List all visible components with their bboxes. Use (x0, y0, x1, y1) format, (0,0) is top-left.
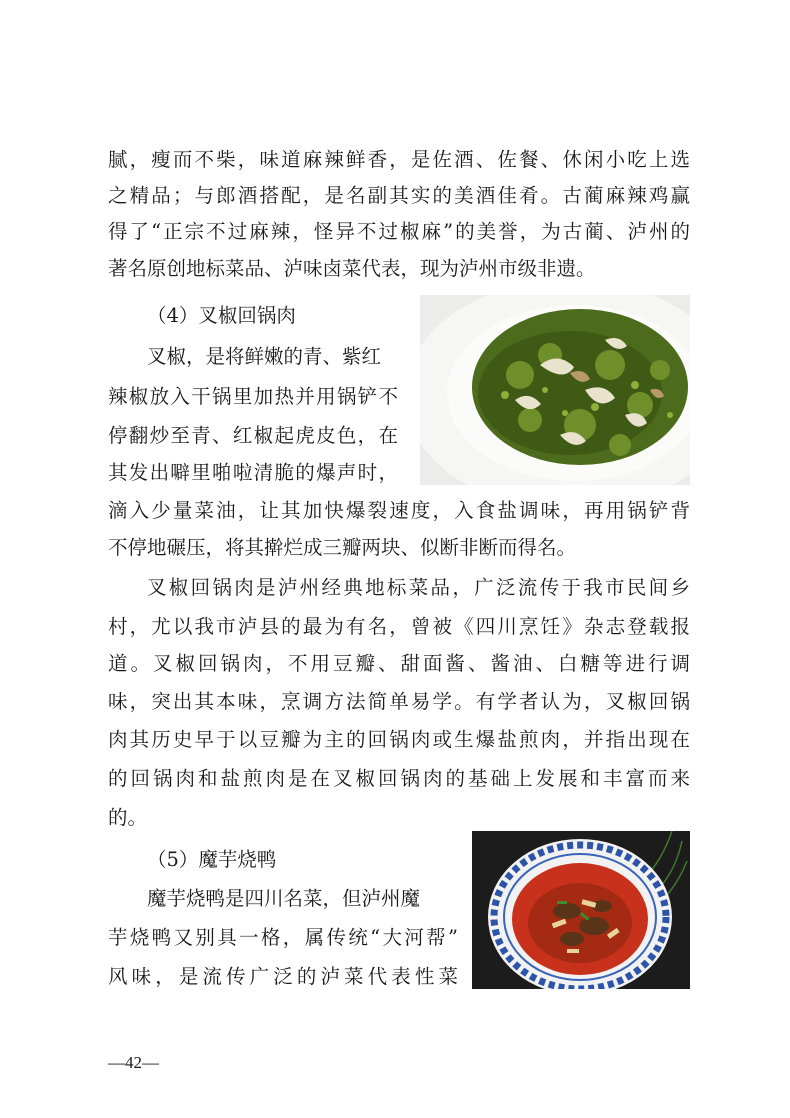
section-heading-5: （5）魔芋烧鸭 (147, 848, 277, 871)
paragraph-line: 辣椒放入干锅里加热并用锅铲不 (108, 385, 398, 408)
konjac-duck-photo (472, 831, 690, 989)
paragraph-line: 停翻炒至青、红椒起虎皮色，在 (108, 424, 398, 447)
paragraph-line: 肉其历史早于以豆瓣为主的回锅肉或生爆盐煎肉，并指出现在 (108, 728, 690, 751)
paragraph-line: 的回锅肉和盐煎肉是在叉椒回锅肉的基础上发展和丰富而来 (108, 767, 690, 790)
paragraph-line: 腻，瘦而不柴，味道麻辣鲜香，是佐酒、佐餐、休闲小吃上选 (108, 148, 690, 171)
paragraph-line: 味，突出其本味，烹调方法简单易学。有学者认为，叉椒回锅 (108, 690, 690, 713)
paragraph-line: 得了“正宗不过麻辣，怪异不过椒麻”的美誉，为古蔺、泸州的 (108, 220, 690, 243)
paragraph-line: 魔芋烧鸭是四川名菜，但泸州魔 (147, 887, 421, 910)
paragraph-line: 道。叉椒回锅肉，不用豆瓣、甜面酱、酱油、白糖等进行调 (108, 652, 690, 675)
pepper-pork-photo (420, 295, 690, 485)
paragraph-line: 著名原创地标菜品、泸味卤菜代表，现为泸州市级非遗。 (108, 257, 596, 280)
paragraph-line: 其发出噼里啪啦清脆的爆声时， (108, 461, 398, 484)
paragraph-line: 的。 (108, 806, 148, 829)
section-heading-4: （4）叉椒回锅肉 (147, 304, 296, 327)
paragraph-line: 之精品；与郎酒搭配，是名副其实的美酒佳肴。古蔺麻辣鸡赢 (108, 184, 690, 207)
paragraph-line: 叉椒，是将鲜嫩的青、紫红 (147, 345, 382, 368)
paragraph-line: 不停地碾压，将其擀烂成三瓣两块、似断非断而得名。 (108, 536, 577, 559)
paragraph-line: 叉椒回锅肉是泸州经典地标菜品，广泛流传于我市民间乡 (147, 576, 690, 599)
page-number: —42— (108, 1053, 159, 1072)
paragraph-line: 风味，是流传广泛的泸菜代表性菜 (108, 965, 458, 988)
paragraph-line: 村，尤以我市泸县的最为有名，曾被《四川烹饪》杂志登载报 (108, 615, 690, 638)
paragraph-line: 芋烧鸭又别具一格，属传统“大河帮” (108, 926, 458, 949)
paragraph-line: 滴入少量菜油，让其加快爆裂速度，入食盐调味，再用锅铲背 (108, 499, 690, 522)
